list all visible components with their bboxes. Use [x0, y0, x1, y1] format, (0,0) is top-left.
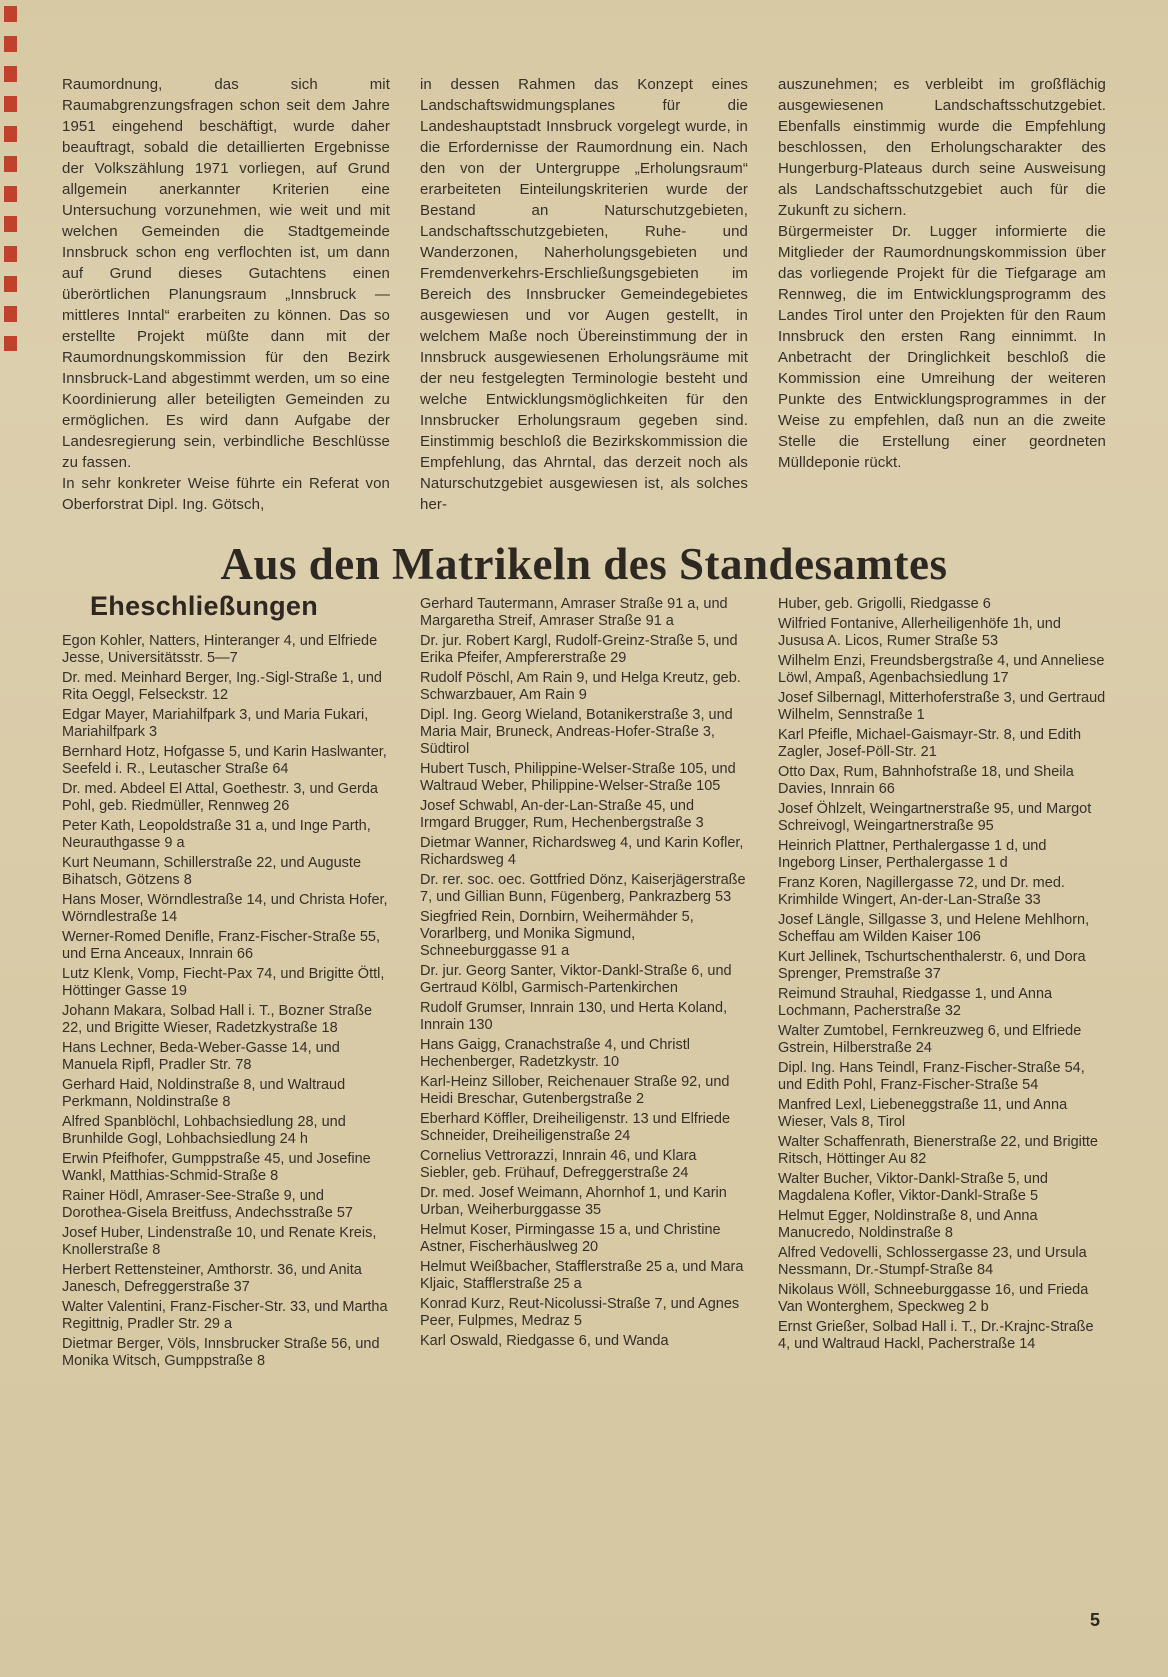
marriage-record: Hubert Tusch, Philippine-Welser-Straße 105, und Waltraud Weber, Philippine-Welser-Straße 105	[420, 761, 736, 795]
marriage-record: Dr. med. Josef Weimann, Ahornhof 1, und Karin Urban, Weiherburggasse 35	[420, 1185, 727, 1219]
marriage-record: Hans Moser, Wörndlestraße 14, und Christa Hofer, Wörndlestraße 14	[62, 892, 388, 926]
marriage-record: Alfred Spanblöchl, Lohbachsiedlung 28, und Brunhilde Gogl, Lohbachsiedlung 24 h	[62, 1114, 346, 1148]
marriage-record: Hans Lechner, Beda-Weber-Gasse 14, und Manuela Ripfl, Pradler Str. 78	[62, 1040, 340, 1074]
lead-article	[62, 74, 1106, 515]
marriage-record: Josef Öhlzelt, Weingartnerstraße 95, und Margot Schreivogl, Weingartnerstraße 95	[778, 801, 1092, 835]
article-column-2	[420, 74, 748, 515]
marriage-record: Hans Gaigg, Cranachstraße 4, und Christl Hechenberger, Radetzkystr. 10	[420, 1037, 690, 1071]
marriage-record: Josef Schwabl, An-der-Lan-Straße 45, und Irmgard Brugger, Rum, Hechenbergstraße 3	[420, 798, 704, 832]
marriage-record: Alfred Vedovelli, Schlossergasse 23, und Ursula Nessmann, Dr.-Stumpf-Straße 84	[778, 1245, 1087, 1279]
page-content	[62, 74, 1106, 1373]
marriage-record: Edgar Mayer, Mariahilfpark 3, und Maria Fukari, Mariahilfpark 3	[62, 707, 369, 741]
registry-list-1	[62, 633, 390, 1370]
marriage-record: Helmut Egger, Noldinstraße 8, und Anna Manucredo, Noldinstraße 8	[778, 1208, 1038, 1242]
marriage-record: Cornelius Vettrorazzi, Innrain 46, und Klara Siebler, geb. Frühauf, Defreggerstraße 24	[420, 1148, 697, 1182]
marriage-record: Gerhard Haid, Noldinstraße 8, und Waltraud Perkmann, Noldinstraße 8	[62, 1077, 346, 1111]
marriage-record: Walter Schaffenrath, Bienerstraße 22, und Brigitte Ritsch, Höttinger Au 82	[778, 1134, 1098, 1168]
marriage-record: Werner-Romed Denifle, Franz-Fischer-Straße 55, und Erna Anceaux, Innrain 66	[62, 929, 381, 963]
marriage-record: Eberhard Köffler, Dreiheiligenstr. 13 und Elfriede Schneider, Dreiheiligenstraße 24	[420, 1111, 731, 1145]
marriage-record: Dr. rer. soc. oec. Gottfried Dönz, Kaiserjägerstraße 7, und Gillian Bunn, Fügenberg, Pankrazberg 53	[420, 872, 746, 906]
marriage-record: Otto Dax, Rum, Bahnhofstraße 18, und Sheila Davies, Innrain 66	[778, 764, 1074, 798]
marriage-record: Rudolf Grumser, Innrain 130, und Herta Koland, Innrain 130	[420, 1000, 728, 1034]
marriage-record: Dietmar Berger, Völs, Innsbrucker Straße 56, und Monika Witsch, Gumppstraße 8	[62, 1336, 380, 1370]
article-column-3	[778, 74, 1106, 515]
marriage-record: Karl Oswald, Riedgasse 6, und Wanda	[420, 1333, 669, 1350]
marriage-record: Dietmar Wanner, Richardsweg 4, und Karin Kofler, Richardsweg 4	[420, 835, 744, 869]
marriage-registry	[62, 591, 1106, 1373]
article-paragraph: auszunehmen; es verbleibt im großflächig ausgewiesenen Landschaftsschutzgebiet. Ebenfalls einstimmig wurde die Empfehlung beschlossen, den Erholungscharakter des Hungerburg-Plateaus durch seine Ausweisung als Landschaftsschutzgebiet auch für die Zukunft zu sichern.	[778, 76, 1106, 219]
marriage-record: Huber, geb. Grigolli, Riedgasse 6	[778, 596, 991, 613]
marriage-record: Franz Koren, Nagillergasse 72, und Dr. med. Krimhilde Wingert, An-der-Lan-Straße 33	[778, 875, 1065, 909]
marriage-record: Herbert Rettensteiner, Amthorstr. 36, und Anita Janesch, Defreggerstraße 37	[62, 1262, 362, 1296]
marriage-record: Karl-Heinz Sillober, Reichenauer Straße 92, und Heidi Breschar, Gutenbergstraße 2	[420, 1074, 730, 1108]
marriage-record: Josef Huber, Lindenstraße 10, und Renate Kreis, Knollerstraße 8	[62, 1225, 377, 1259]
marriage-record: Johann Makara, Solbad Hall i. T., Bozner Straße 22, und Brigitte Wieser, Radetzkystraße 18	[62, 1003, 373, 1037]
page-number: 5	[1089, 1610, 1100, 1630]
marriage-record: Konrad Kurz, Reut-Nicolussi-Straße 7, und Agnes Peer, Fulpmes, Medraz 5	[420, 1296, 740, 1330]
marriage-record: Wilfried Fontanive, Allerheiligenhöfe 1h, und Jususa A. Licos, Rumer Straße 53	[778, 616, 1061, 650]
marriage-record: Rainer Hödl, Amraser-See-Straße 9, und Dorothea-Gisela Breitfuss, Andechsstraße 57	[62, 1188, 353, 1222]
marriage-record: Josef Längle, Sillgasse 3, und Helene Mehlhorn, Scheffau am Wilden Kaiser 106	[778, 912, 1090, 946]
marriage-record: Heinrich Plattner, Perthalergasse 1 d, und Ingeborg Linser, Perthalergasse 1 d	[778, 838, 1047, 872]
registry-column-2	[420, 596, 748, 1373]
marriage-record: Dipl. Ing. Georg Wieland, Botanikerstraße 3, und Maria Mair, Bruneck, Andreas-Hofer-Straße 3, Südtirol	[420, 707, 733, 758]
section-headline: Aus den Matrikeln des Standesamtes	[220, 539, 948, 589]
marriage-record: Walter Zumtobel, Fernkreuzweg 6, und Elfriede Gstrein, Hilberstraße 24	[778, 1023, 1082, 1057]
article-paragraph: In sehr konkreter Weise führte ein Referat von Oberforstrat Dipl. Ing. Götsch,	[62, 475, 390, 513]
marriage-record: Lutz Klenk, Vomp, Fiecht-Pax 74, und Brigitte Öttl, Höttinger Gasse 19	[62, 966, 385, 1000]
marriage-record: Walter Valentini, Franz-Fischer-Str. 33, und Martha Regittnig, Pradler Str. 29 a	[62, 1299, 388, 1333]
marriage-record: Dr. jur. Robert Kargl, Rudolf-Greinz-Straße 5, und Erika Pfeifer, Ampfererstraße 29	[420, 633, 738, 667]
marriage-record: Nikolaus Wöll, Schneeburggasse 16, und Frieda Van Wonterghem, Speckweg 2 b	[778, 1282, 1089, 1316]
marriage-record: Peter Kath, Leopoldstraße 31 a, und Inge Parth, Neurauthgasse 9 a	[62, 818, 371, 852]
print-registration-marks	[4, 6, 17, 351]
marriage-record: Dr. med. Abdeel El Attal, Goethestr. 3, und Gerda Pohl, geb. Riedmüller, Rennweg 26	[62, 781, 378, 815]
marriage-record: Ernst Grießer, Solbad Hall i. T., Dr.-Krajnc-Straße 4, und Waltraud Hackl, Pacherstraße 14	[778, 1319, 1094, 1353]
marriage-record: Kurt Neumann, Schillerstraße 22, und Auguste Bihatsch, Götzens 8	[62, 855, 362, 889]
marriage-record: Walter Bucher, Viktor-Dankl-Straße 5, und Magdalena Kofler, Viktor-Dankl-Straße 5	[778, 1171, 1048, 1205]
marriage-record: Helmut Koser, Pirmingasse 15 a, und Christine Astner, Fischerhäuslweg 20	[420, 1222, 721, 1256]
marriage-record: Dipl. Ing. Hans Teindl, Franz-Fischer-Straße 54, und Edith Pohl, Franz-Fischer-Straße 54	[778, 1060, 1085, 1094]
marriage-record: Bernhard Hotz, Hofgasse 5, und Karin Haslwanter, Seefeld i. R., Leutascher Straße 64	[62, 744, 387, 778]
marriage-record: Kurt Jellinek, Tschurtschenthalerstr. 6, und Dora Sprenger, Premstraße 37	[778, 949, 1086, 983]
article-column-1	[62, 74, 390, 515]
registry-column-3	[778, 596, 1106, 1373]
marriage-record: Dr. jur. Georg Santer, Viktor-Dankl-Straße 6, und Gertraud Kölbl, Garmisch-Partenkirchen	[420, 963, 732, 997]
article-paragraph: Raumordnung, das sich mit Raumabgrenzungsfragen schon seit dem Jahre 1951 eingehend beschäftigt, wurde daher beauftragt, sobald die detaillierten Ergebnisse der Volkszählung 1971 vorliegen, auf Grund allgemein anerkannter Kriterien eine Untersuchung vorzunehmen, wie weit und mit welchen Gemeinden die Stadtgemeinde Innsbruck schon eng verflochten ist, um dann auf Grund dieses Gutachtens einen überörtlichen Planungsraum „Innsbruck — mittleres Inntal“ erarbeiten zu können. Das so erstellte Projekt müßte dann mit der Raumordnungskommission für den Bezirk Innsbruck-Land abgestimmt werden, um so eine Koordinierung aller beteiligten Gemeinden zu ermöglichen. Es wird dann Aufgabe der Landesregierung sein, verbindliche Beschlüsse zu fassen.	[62, 76, 390, 471]
marriage-record: Erwin Pfeifhofer, Gumppstraße 45, und Josefine Wankl, Matthias-Schmid-Straße 8	[62, 1151, 371, 1185]
marriage-record: Egon Kohler, Natters, Hinteranger 4, und Elfriede Jesse, Universitätsstr. 5—7	[62, 633, 378, 667]
subsection-heading-marriages: Eheschließungen	[90, 591, 319, 622]
marriage-record: Reimund Strauhal, Riedgasse 1, und Anna Lochmann, Pacherstraße 32	[778, 986, 1053, 1020]
marriage-record: Rudolf Pöschl, Am Rain 9, und Helga Kreutz, geb. Schwarzbauer, Am Rain 9	[420, 670, 741, 704]
marriage-record: Dr. med. Meinhard Berger, Ing.-Sigl-Straße 1, und Rita Oeggl, Felseckstr. 12	[62, 670, 382, 704]
article-paragraph: Bürgermeister Dr. Lugger informierte die Mitglieder der Raumordnungskommission über das vorliegende Projekt für die Tiefgarage am Rennweg, die im Entwicklungsprogramm des Landes Tirol unter den Projekten für den Raum Innsbruck den ersten Rang einnimmt. In Anbetracht der Dringlichkeit beschloß die Kommission eine Umreihung der weiteren Punkte des Entwicklungsprogrammes in der Weise zu empfehlen, daß nun an die zweite Stelle die Erstellung einer geordneten Mülldeponie rückt.	[778, 223, 1106, 471]
marriage-record: Karl Pfeifle, Michael-Gaismayr-Str. 8, und Edith Zagler, Josef-Pöll-Str. 21	[778, 727, 1082, 761]
marriage-record: Wilhelm Enzi, Freundsbergstraße 4, und Anneliese Löwl, Ampaß, Agenbachsiedlung 17	[778, 653, 1105, 687]
marriage-record: Manfred Lexl, Liebeneggstraße 11, und Anna Wieser, Vals 8, Tirol	[778, 1097, 1068, 1131]
marriage-record: Josef Silbernagl, Mitterhoferstraße 3, und Gertraud Wilhelm, Sennstraße 1	[778, 690, 1106, 724]
registry-column-1	[62, 591, 390, 1373]
marriage-record: Helmut Weißbacher, Stafflerstraße 25 a, und Mara Kljaic, Stafflerstraße 25 a	[420, 1259, 744, 1293]
marriage-record: Gerhard Tautermann, Amraser Straße 91 a, und Margaretha Streif, Amraser Straße 91 a	[420, 596, 728, 630]
article-paragraph: in dessen Rahmen das Konzept eines Landschaftswidmungsplanes für die Landeshauptstadt Innsbruck vorgelegt wurde, in die Erfordernisse der Raumordnung ein. Nach den von der Untergruppe „Erholungsraum“ erarbeiteten Einteilungskriterien wurde der Bestand an Naturschutzgebieten, Landschaftsschutzgebieten, Ruhe- und Wanderzonen, Naherholungsgebieten und Fremdenverkehrs-Erschließungsgebieten im Bereich des Innsbrucker Gemeindegebietes ausgewiesen und vor Augen gestellt, in welchem Maße noch Übereinstimmung der in Innsbruck ausgewiesenen Erholungsräume mit der neu festgelegten Terminologie besteht und welche Entwicklungsmöglichkeiten für den Innsbrucker Erholungsraum gegeben sind. Einstimmig beschloß die Bezirkskommission die Empfehlung, das Ahrntal, das derzeit noch als Naturschutzgebiet ausgewiesen ist, als solches her-	[420, 76, 748, 513]
marriage-record: Siegfried Rein, Dornbirn, Weihermähder 5, Vorarlberg, und Monika Sigmund, Schneeburggasse 91 a	[420, 909, 694, 960]
